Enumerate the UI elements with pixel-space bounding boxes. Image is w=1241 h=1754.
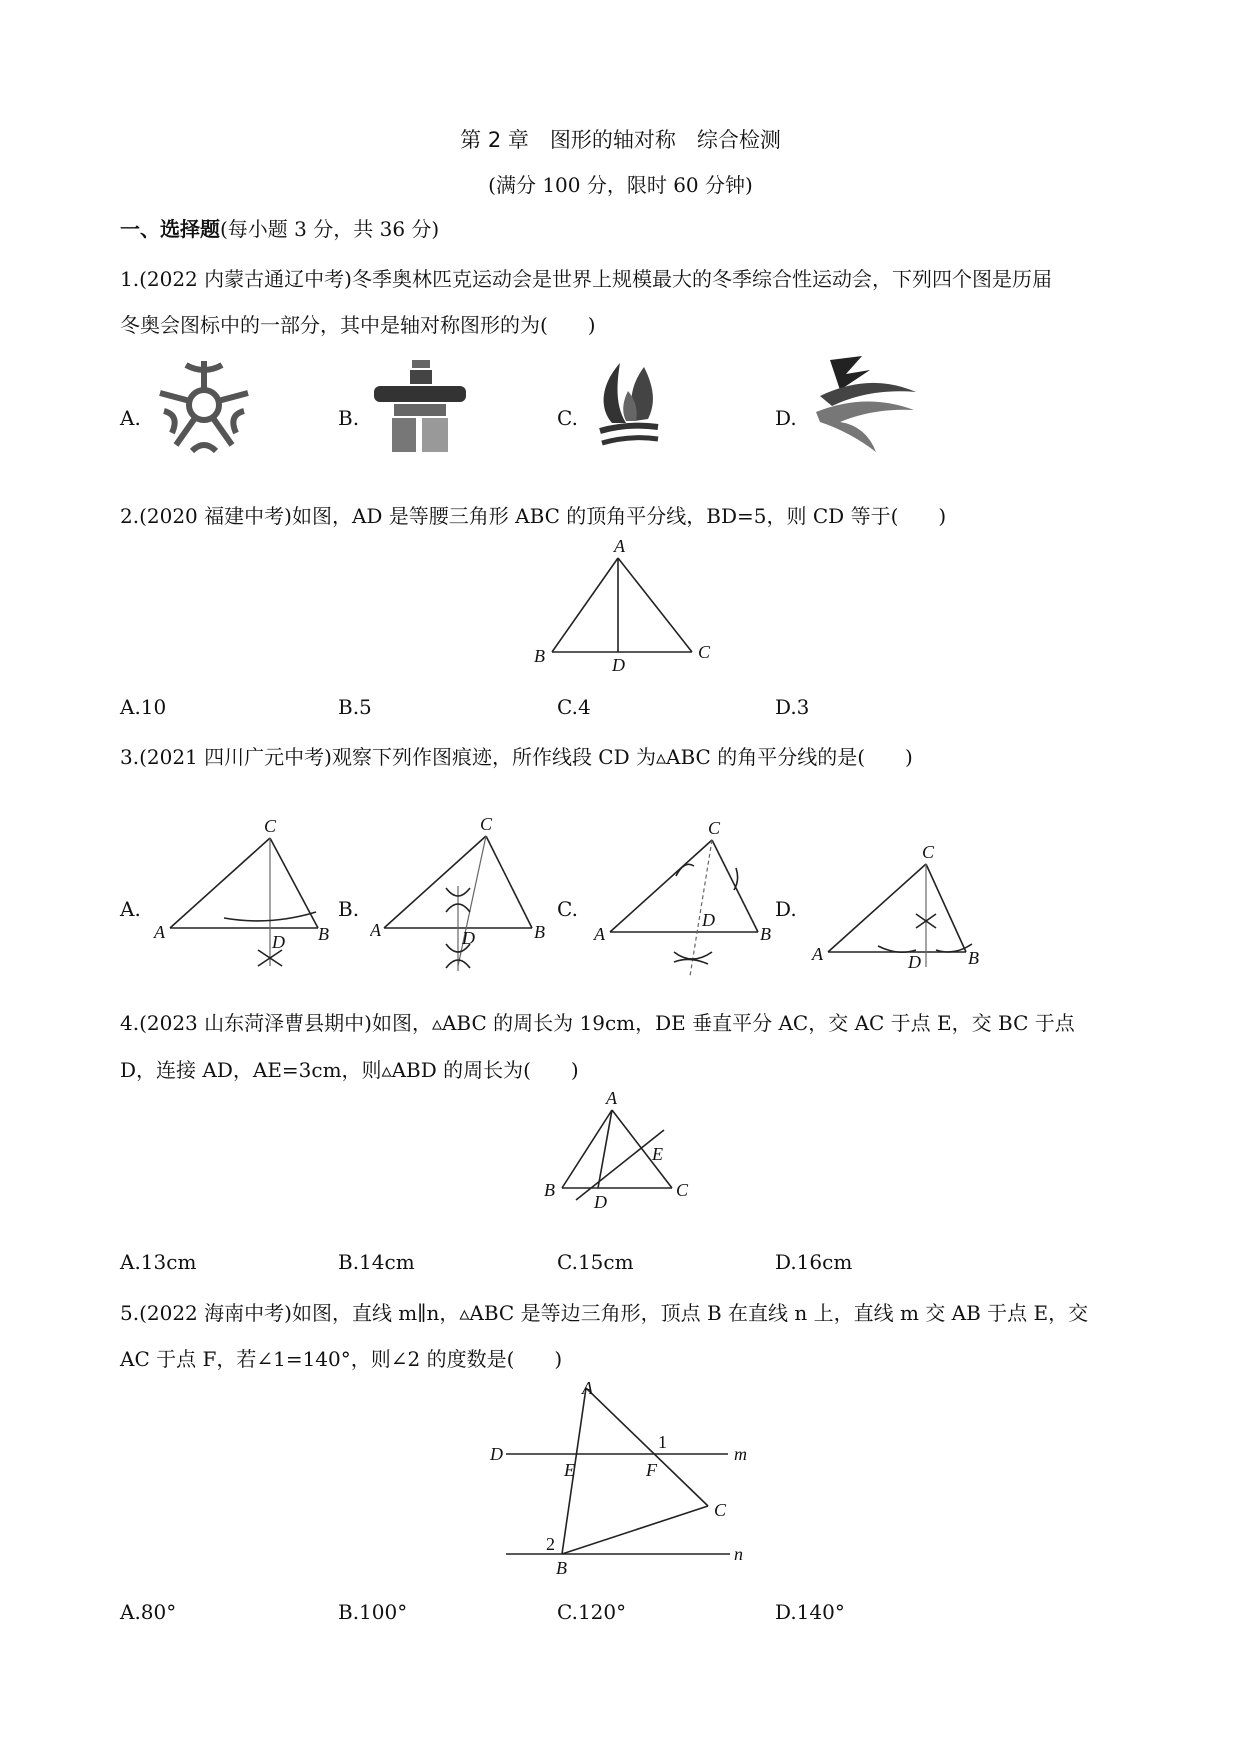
q3-figure-c: [590, 816, 780, 981]
q5-label-angle2: 2: [546, 1534, 555, 1554]
q2-label-b: B: [534, 646, 545, 666]
q4-option-b[interactable]: B.14cm: [338, 1250, 415, 1274]
q3b-label-d: D: [462, 928, 475, 948]
q2-option-d[interactable]: D.3: [775, 695, 810, 719]
q2-option-c[interactable]: C.4: [557, 695, 591, 719]
q5-option-d[interactable]: D.140°: [775, 1600, 845, 1624]
q4-label-a: A: [606, 1090, 617, 1108]
q3b-label-c: C: [480, 816, 493, 834]
q5-label-b: B: [556, 1558, 567, 1576]
q5-parallel-lines-figure: [486, 1378, 758, 1576]
q3a-label-c: C: [264, 816, 277, 836]
q3d-label-b: B: [968, 948, 979, 968]
q2-option-b[interactable]: B.5: [338, 695, 372, 719]
q5-label-f: F: [646, 1460, 657, 1480]
q2-option-a[interactable]: A.10: [120, 695, 167, 719]
q5-label-e: E: [564, 1460, 575, 1480]
q5-option-a[interactable]: A.80°: [120, 1600, 177, 1624]
q2-label-a: A: [614, 536, 625, 556]
question-2-text: 2.(2020 福建中考)如图，AD 是等腰三角形 ABC 的顶角平分线，BD=5，则 CD 等于( ): [120, 504, 947, 528]
q3-figure-d: [808, 842, 998, 972]
question-1-text-cont: 冬奥会图标中的一部分，其中是轴对称图形的为( ): [120, 313, 596, 337]
q3-option-a[interactable]: A.: [120, 897, 141, 921]
exam-info: (满分 100 分，限时 60 分钟): [488, 173, 753, 197]
ribbon-emblem-icon: [810, 352, 920, 456]
q5-label-a: A: [582, 1378, 593, 1398]
q3-option-c[interactable]: C.: [557, 897, 578, 921]
q5-label-m: m: [734, 1444, 747, 1464]
flame-emblem-icon: [592, 357, 662, 455]
q4-option-d[interactable]: D.16cm: [775, 1250, 853, 1274]
q1-option-c[interactable]: C.: [557, 406, 578, 430]
q3c-label-a: A: [594, 924, 605, 944]
q4-triangle-figure: [540, 1090, 710, 1212]
q1-option-b[interactable]: B.: [338, 406, 360, 430]
question-4-text-cont: D，连接 AD，AE=3cm，则▵ABD 的周长为( ): [120, 1058, 579, 1082]
q3c-label-d: D: [702, 910, 715, 930]
q3-option-b[interactable]: B.: [338, 897, 360, 921]
q5-label-n: n: [734, 1544, 743, 1564]
q4-option-c[interactable]: C.15cm: [557, 1250, 634, 1274]
section-heading: [120, 213, 439, 242]
q3d-label-c: C: [922, 842, 935, 862]
q4-option-a[interactable]: A.13cm: [120, 1250, 197, 1274]
q3-figure-b: [370, 816, 560, 976]
q3c-label-c: C: [708, 818, 721, 838]
q3-option-d[interactable]: D.: [775, 897, 797, 921]
section-note: (每小题 3 分，共 36 分): [220, 217, 440, 241]
page-title: 第 2 章 图形的轴对称 综合检测: [460, 128, 781, 152]
section-title: 一、选择题: [120, 217, 220, 241]
q5-label-c: C: [714, 1500, 727, 1520]
question-3-text: 3.(2021 四川广元中考)观察下列作图痕迹，所作线段 CD 为▵ABC 的角平分线的是( ): [120, 745, 913, 769]
q3a-label-d: D: [272, 932, 285, 952]
q3d-label-a: A: [812, 944, 823, 964]
q3c-label-b: B: [760, 924, 771, 944]
q3-figure-a: [150, 816, 340, 976]
q5-option-b[interactable]: B.100°: [338, 1600, 408, 1624]
q4-label-e: E: [652, 1144, 663, 1164]
q4-label-c: C: [676, 1180, 689, 1200]
question-1-text: 1.(2022 内蒙古通辽中考)冬季奥林匹克运动会是世界上规模最大的冬季综合性运动会，下列四个图是历届: [120, 267, 1052, 291]
q2-label-d: D: [612, 655, 625, 672]
q5-option-c[interactable]: C.120°: [557, 1600, 627, 1624]
q1-option-a[interactable]: A.: [120, 406, 141, 430]
q3b-label-a: A: [370, 920, 381, 940]
q4-label-b: B: [544, 1180, 555, 1200]
question-5-text-cont: AC 于点 F，若∠1=140°，则∠2 的度数是( ): [120, 1347, 563, 1371]
q3a-label-b: B: [318, 924, 329, 944]
snowflake-emblem-icon: [156, 355, 252, 455]
q2-label-c: C: [698, 642, 711, 662]
q3a-label-a: A: [154, 922, 165, 942]
q5-label-d: D: [490, 1444, 503, 1464]
q1-option-d[interactable]: D.: [775, 406, 797, 430]
inukshuk-emblem-icon: [372, 358, 468, 454]
question-5-text: 5.(2022 海南中考)如图，直线 m∥n，▵ABC 是等边三角形，顶点 B 在直线 n 上，直线 m 交 AB 于点 E，交: [120, 1301, 1089, 1325]
question-4-text: 4.(2023 山东菏泽曹县期中)如图，▵ABC 的周长为 19cm，DE 垂直平分 AC，交 AC 于点 E，交 BC 于点: [120, 1011, 1075, 1035]
q5-label-angle1: 1: [658, 1432, 667, 1452]
q3d-label-d: D: [908, 952, 921, 972]
q4-label-d: D: [594, 1192, 607, 1212]
q2-triangle-figure: [528, 534, 716, 672]
q3b-label-b: B: [534, 922, 545, 942]
